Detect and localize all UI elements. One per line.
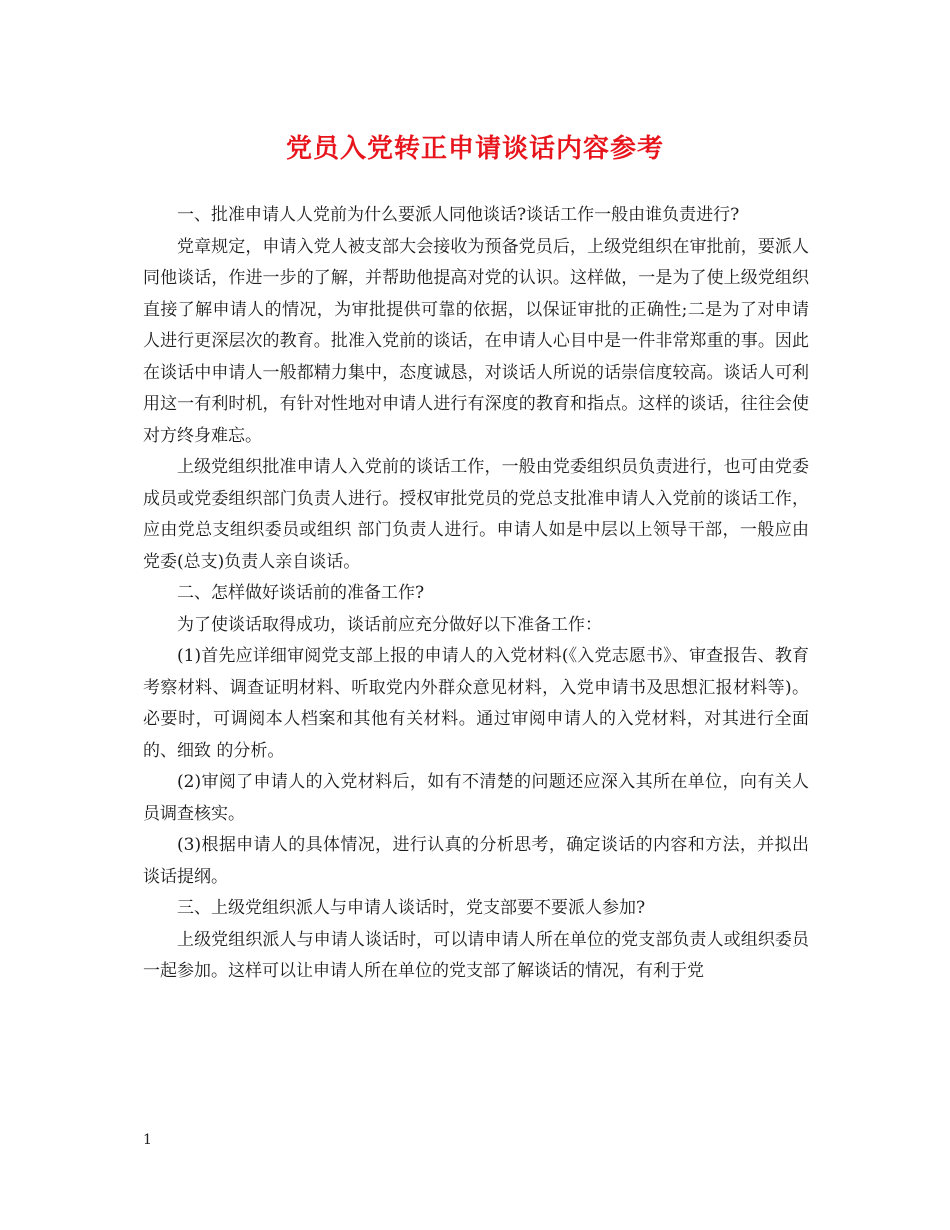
paragraph: 为了使谈话取得成功，谈话前应充分做好以下准备工作： <box>177 614 602 635</box>
paragraph: 上级党组织批准申请人入党前的谈话工作，一般由党委组织员负责进行，也可由党委成员或党委组织部门负责人进行。授权审批党员的党总支批准申请人入党前的谈话工作，应由党总支组织委员或组织 部门负责人进行。申请人如是中层以上领导干部，一般应由党委(总支)负责人亲自谈话。 <box>143 457 809 572</box>
document-body <box>143 200 809 988</box>
paragraph: 党章规定，申请入党人被支部大会接收为预备党员后，上级党组织在审批前，要派人同他谈话，作进一步的了解，并帮助他提高对党的认识。这样做，一是为了使上级党组织直接了解申请人的情况，为审批提供可靠的依据，以保证审批的正确性;二是为了对申请人进行更深层次的教育。批准入党前的谈话，在申请人心目中是一件非常郑重的事。因此在谈话中申请人一般都精力集中，态度诚恳，对谈话人所说的话崇信度较高。谈话人可利用这一有利时机，有针对性地对申请人进行有深度的教育和指点。这样的谈话，往往会使对方终身难忘。 <box>143 236 809 446</box>
paragraph: (3)根据申请人的具体情况，进行认真的分析思考，确定谈话的内容和方法，并拟出谈话提纲。 <box>143 835 809 887</box>
paragraph: 二、怎样做好谈话前的准备工作? <box>177 583 425 603</box>
page-number: 1 <box>143 1132 152 1148</box>
paragraph: (1)首先应详细审阅党支部上报的申请人的入党材料(《入党志愿书》、审查报告、教育考察材料、调查证明材料、听取党内外群众意见材料，入党申请书及思想汇报材料等)。必要时，可调阅本人档案和其他有关材料。通过审阅申请人的入党材料，对其进行全面的、细致 的分析。 <box>143 646 809 761</box>
paragraph: 三、上级党组织派人与申请人谈话时，党支部要不要派人参加? <box>177 898 646 918</box>
paragraph: 上级党组织派人与申请人谈话时，可以请申请人所在单位的党支部负责人或组织委员一起参加。这样可以让申请人所在单位的党支部了解谈话的情况，有利于党 <box>143 929 809 981</box>
document-title: 党员入党转正申请谈话内容参考 <box>285 134 664 164</box>
paragraph: (2)审阅了申请人的入党材料后，如有不清楚的问题还应深入其所在单位，向有关人员调查核实。 <box>143 772 809 824</box>
paragraph: 一、批准申请人人党前为什么要派人同他谈话?谈话工作一般由谁负责进行? <box>177 205 740 225</box>
